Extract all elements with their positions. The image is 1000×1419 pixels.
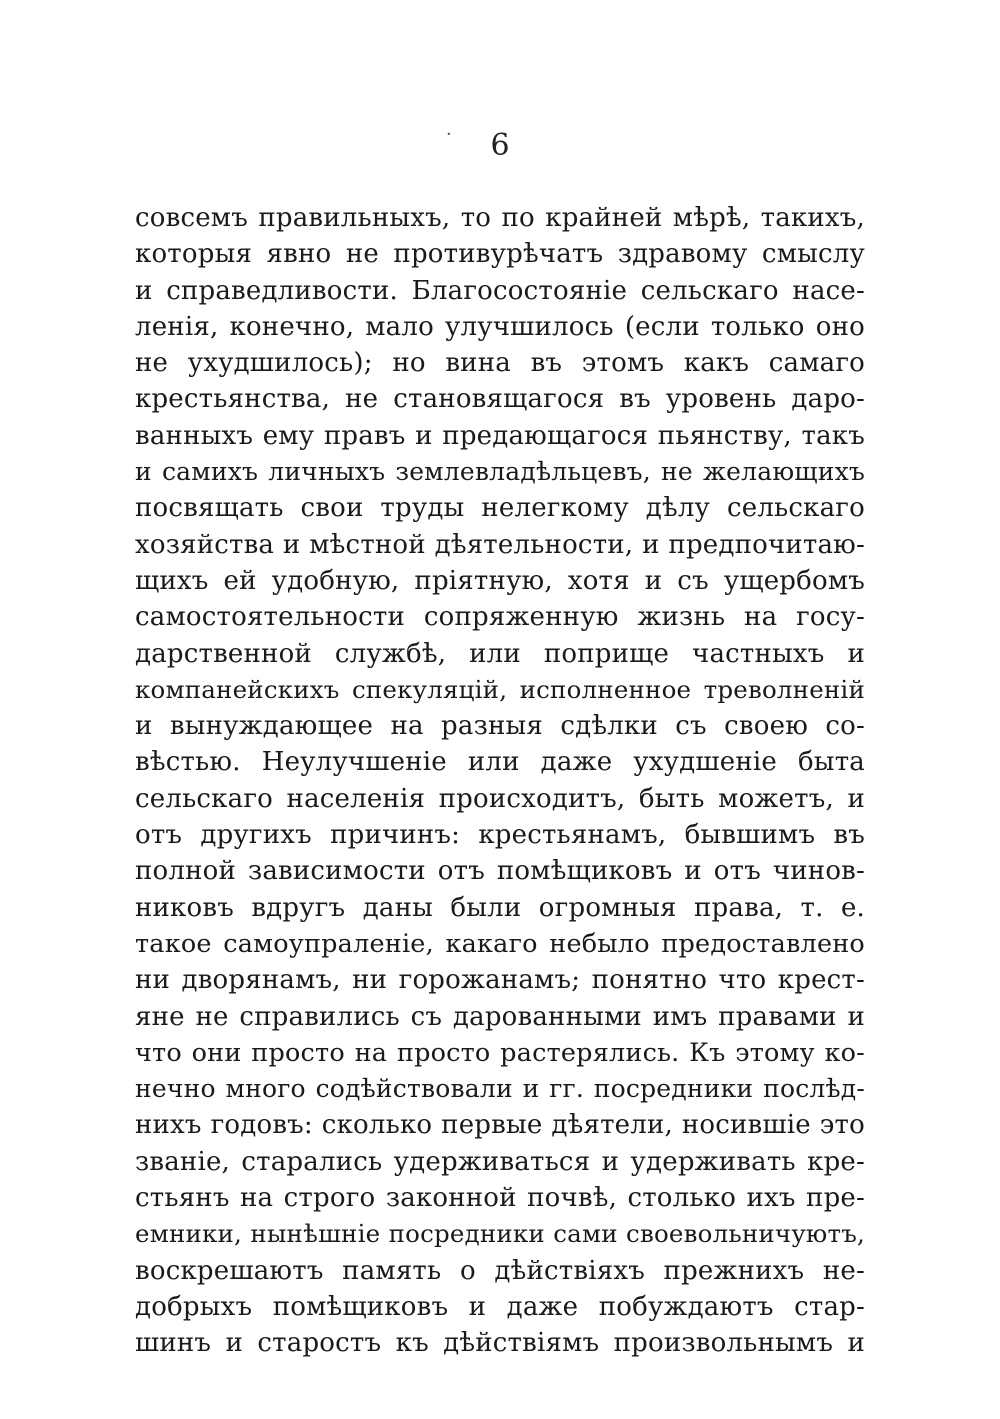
text-line: ленія, конечно, мало улучшилось (если только оно (135, 311, 865, 342)
text-line: самостоятельности сопряженную жизнь на госу- (135, 602, 865, 633)
stray-mark: · (446, 124, 452, 145)
text-line: хозяйства и мѣстной дѣятельности, и предпочитаю- (135, 529, 865, 560)
text-line: емники, нынѣшніе посредники сами своевольничуютъ, (135, 1219, 865, 1249)
text-line: компанейскихъ спекуляцій, исполненное треволненій (135, 674, 865, 704)
text-line: щихъ ей удобную, пріятную, хотя и съ ущербомъ (135, 565, 865, 596)
text-line: полной зависимости отъ помѣщиковъ и отъ чинов- (135, 856, 865, 887)
text-line: ни дворянамъ, ни горожанамъ; понятно что крест- (135, 965, 865, 996)
text-line: и вынуждающее на разныя сдѣлки съ своею со- (135, 711, 865, 742)
text-line: воскрешаютъ память о дѣйствіяхъ прежнихъ не- (135, 1255, 865, 1286)
text-line: шинъ и старостъ къ дѣйствіямъ произвольнымъ и (135, 1328, 865, 1359)
text-line: не ухудшилось); но вина въ этомъ какъ самаго (135, 348, 865, 379)
text-line: нечно много содѣйствовали и гг. посредники послѣд- (135, 1074, 865, 1104)
text-line: яне не справились съ дарованными имъ правами и (135, 1001, 865, 1032)
text-line: добрыхъ помѣщиковъ и даже побуждаютъ стар- (135, 1291, 865, 1322)
text-line: отъ другихъ причинъ: крестьянамъ, бывшимъ въ (135, 820, 865, 851)
text-line: крестьянства, не становящагося въ уровень даро- (135, 384, 865, 415)
text-line: что они просто на просто растерялись. Къ этому ко- (135, 1037, 865, 1068)
text-line: совсемъ правильныхъ, то по крайней мѣрѣ, такихъ, (135, 203, 865, 233)
text-line: никовъ вдругъ даны были огромныя права, т. е. (135, 892, 865, 923)
text-line: и самихъ личныхъ землевладѣльцевъ, не желающихъ (135, 457, 865, 487)
text-line: посвящать свои труды нелегкому дѣлу сельскаго (135, 493, 865, 524)
text-line: нихъ годовъ: сколько первые дѣятели, носившіе это (135, 1110, 865, 1141)
text-line: стьянъ на строго законной почвѣ, столько ихъ пре- (135, 1183, 865, 1214)
text-line: сельскаго населенія происходитъ, быть можетъ, и (135, 783, 865, 814)
text-line: дарственной службѣ, или поприще частныхъ и (135, 638, 865, 669)
text-line: ванныхъ ему правъ и предающагося пьянству, такъ (135, 420, 865, 451)
body-text (135, 200, 865, 1362)
text-line: которыя явно не противурѣчатъ здравому смыслу (135, 239, 865, 270)
text-line: и справедливости. Благосостояніе сельскаго насе- (135, 275, 865, 306)
text-line: вѣстью. Неулучшеніе или даже ухудшеніе быта (135, 747, 865, 778)
page-number: 6 (490, 128, 510, 163)
text-line: званіе, старались удерживаться и удерживать кре- (135, 1146, 865, 1177)
text-line: такое самоупраленіе, какаго небыло предоставлено (135, 928, 865, 959)
